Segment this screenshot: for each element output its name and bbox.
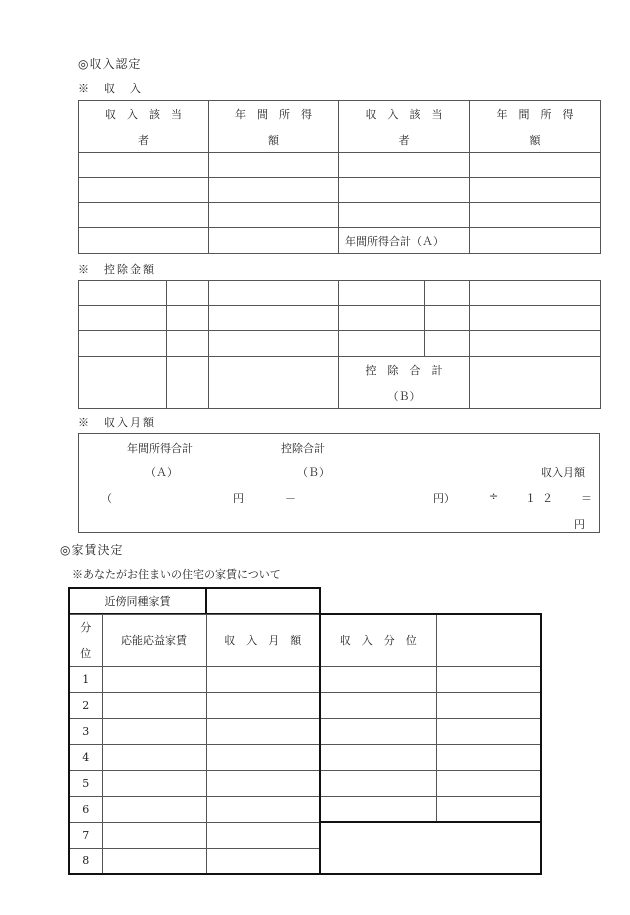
merged-input-cell[interactable] [320, 822, 541, 874]
input-cell[interactable] [425, 306, 470, 331]
twelve-value: １２ [525, 492, 559, 505]
row-number: 8 [69, 848, 102, 874]
input-cell[interactable] [102, 848, 206, 874]
equals-sign: ＝ [581, 492, 592, 505]
header-text: 額 [268, 133, 279, 147]
input-cell[interactable] [102, 796, 206, 822]
input-cell[interactable] [206, 718, 320, 744]
label-a: （Ａ） [145, 466, 178, 479]
label-text: （Ｂ） [387, 389, 421, 403]
header-income-rank: 収 入 分 位 [320, 614, 436, 666]
annual-income-total-cell[interactable] [470, 228, 601, 254]
input-cell[interactable] [209, 281, 339, 306]
nearby-rent-cell[interactable] [206, 588, 320, 614]
input-cell[interactable] [167, 306, 209, 331]
header-text: 位 [80, 647, 92, 660]
yen-label: 円） [433, 492, 455, 505]
income-table-header [79, 101, 601, 153]
input-cell[interactable] [339, 281, 425, 306]
input-cell[interactable] [320, 666, 436, 692]
input-cell[interactable] [167, 281, 209, 306]
header-rent: 応能応益家賃 [102, 614, 206, 666]
input-cell[interactable] [209, 178, 339, 203]
table-row [69, 796, 541, 822]
divide-sign: ÷ [489, 490, 499, 503]
input-cell[interactable] [470, 281, 601, 306]
header-text: 年 間 所 得 [235, 107, 312, 121]
paren-open: （ [101, 492, 112, 505]
deduction-total-cell[interactable] [470, 357, 601, 409]
input-cell[interactable] [79, 228, 209, 254]
label-text: 控 除 合 計 [365, 363, 443, 377]
input-cell[interactable] [339, 331, 425, 357]
input-cell[interactable] [79, 153, 209, 178]
input-cell[interactable] [436, 692, 541, 718]
rent-table-header [69, 614, 541, 666]
input-cell[interactable] [102, 770, 206, 796]
label-b: （Ｂ） [297, 466, 330, 479]
input-cell[interactable] [425, 281, 470, 306]
input-cell[interactable] [102, 822, 206, 848]
input-cell[interactable] [436, 718, 541, 744]
rent-table [68, 613, 542, 875]
rent-note: ※あなたがお住まいの住宅の家賃について [72, 568, 281, 581]
input-cell[interactable] [470, 203, 601, 228]
input-cell[interactable] [339, 203, 470, 228]
rent-decision-heading: ◎家賃決定 [60, 543, 124, 557]
deduction-total-label [339, 357, 470, 409]
input-cell[interactable] [320, 744, 436, 770]
table-row [79, 153, 601, 178]
input-cell[interactable] [436, 770, 541, 796]
header-text: 額 [529, 133, 541, 147]
minus-sign: － [285, 492, 296, 505]
input-cell[interactable] [436, 796, 541, 822]
table-row [79, 331, 601, 357]
income-subheading: ※ 収 入 [78, 82, 143, 95]
table-row [79, 281, 601, 306]
input-cell[interactable] [209, 203, 339, 228]
deduction-total-caption: 控除合計 [281, 442, 325, 455]
input-cell[interactable] [206, 848, 320, 874]
input-cell[interactable] [470, 153, 601, 178]
table-row [69, 770, 541, 796]
input-cell[interactable] [79, 306, 167, 331]
monthly-income-subheading: ※ 収入月額 [78, 416, 156, 429]
input-cell[interactable] [167, 331, 209, 357]
income-table [78, 100, 601, 254]
header-monthly-income: 収 入 月 額 [206, 614, 320, 666]
input-cell[interactable] [320, 770, 436, 796]
row-number: 2 [69, 692, 102, 718]
header-annual-income-1 [209, 101, 339, 153]
input-cell[interactable] [470, 178, 601, 203]
yen-label: 円 [233, 492, 244, 505]
row-number: 5 [69, 770, 102, 796]
monthly-income-caption: 収入月額 [541, 466, 585, 479]
table-row [69, 666, 541, 692]
input-cell[interactable] [206, 822, 320, 848]
input-cell[interactable] [436, 744, 541, 770]
input-cell[interactable] [102, 744, 206, 770]
header-rank [69, 614, 102, 666]
table-row [79, 178, 601, 203]
input-cell[interactable] [209, 306, 339, 331]
header-text: 収 入 該 当 [365, 107, 443, 121]
input-cell[interactable] [79, 203, 209, 228]
row-number: 3 [69, 718, 102, 744]
input-cell[interactable] [79, 178, 209, 203]
header-text: 者 [138, 133, 149, 147]
table-row [69, 822, 541, 848]
input-cell[interactable] [79, 357, 167, 409]
input-cell[interactable] [206, 666, 320, 692]
header-text: 収 入 該 当 [105, 107, 182, 121]
input-cell[interactable] [206, 744, 320, 770]
input-cell[interactable] [102, 666, 206, 692]
table-row [79, 203, 601, 228]
deduction-table [78, 280, 601, 409]
header-income-person-2 [339, 101, 470, 153]
input-cell[interactable] [209, 331, 339, 357]
input-cell[interactable] [102, 718, 206, 744]
input-cell[interactable] [206, 796, 320, 822]
header-text: 分 [80, 621, 92, 634]
header-text: 年 間 所 得 [496, 107, 574, 121]
input-cell[interactable] [79, 281, 167, 306]
nearby-rent-label: 近傍同種家賃 [69, 588, 206, 614]
input-cell[interactable] [209, 153, 339, 178]
annual-income-total-label: 年間所得合計（Ａ） [339, 228, 470, 254]
table-row [69, 744, 541, 770]
table-row [69, 718, 541, 744]
income-certification-heading: ◎収入認定 [78, 57, 142, 71]
input-cell[interactable] [436, 666, 541, 692]
row-number: 4 [69, 744, 102, 770]
header-annual-income-2 [470, 101, 601, 153]
input-cell[interactable] [320, 796, 436, 822]
input-cell[interactable] [470, 306, 601, 331]
input-cell[interactable] [206, 692, 320, 718]
input-cell[interactable] [339, 153, 470, 178]
header-text: 者 [398, 133, 410, 147]
input-cell[interactable] [339, 178, 470, 203]
input-cell[interactable] [209, 357, 339, 409]
table-row [79, 306, 601, 331]
row-number: 6 [69, 796, 102, 822]
input-cell[interactable] [320, 718, 436, 744]
table-row [69, 692, 541, 718]
deduction-subheading: ※ 控除金額 [78, 263, 156, 276]
row-number: 1 [69, 666, 102, 692]
input-cell[interactable] [339, 306, 425, 331]
table-row [79, 357, 601, 409]
input-cell[interactable] [320, 692, 436, 718]
input-cell[interactable] [209, 228, 339, 254]
input-cell[interactable] [79, 331, 167, 357]
nearby-rent-table [68, 587, 321, 615]
input-cell[interactable] [470, 331, 601, 357]
annual-income-total-caption: 年間所得合計 [127, 442, 193, 455]
header-blank [436, 614, 541, 666]
header-income-person-1 [79, 101, 209, 153]
row-number: 7 [69, 822, 102, 848]
yen-label: 円 [574, 518, 585, 531]
input-cell[interactable] [167, 357, 209, 409]
monthly-income-box [78, 433, 600, 533]
input-cell[interactable] [206, 770, 320, 796]
input-cell[interactable] [102, 692, 206, 718]
table-row [79, 228, 601, 254]
input-cell[interactable] [425, 331, 470, 357]
